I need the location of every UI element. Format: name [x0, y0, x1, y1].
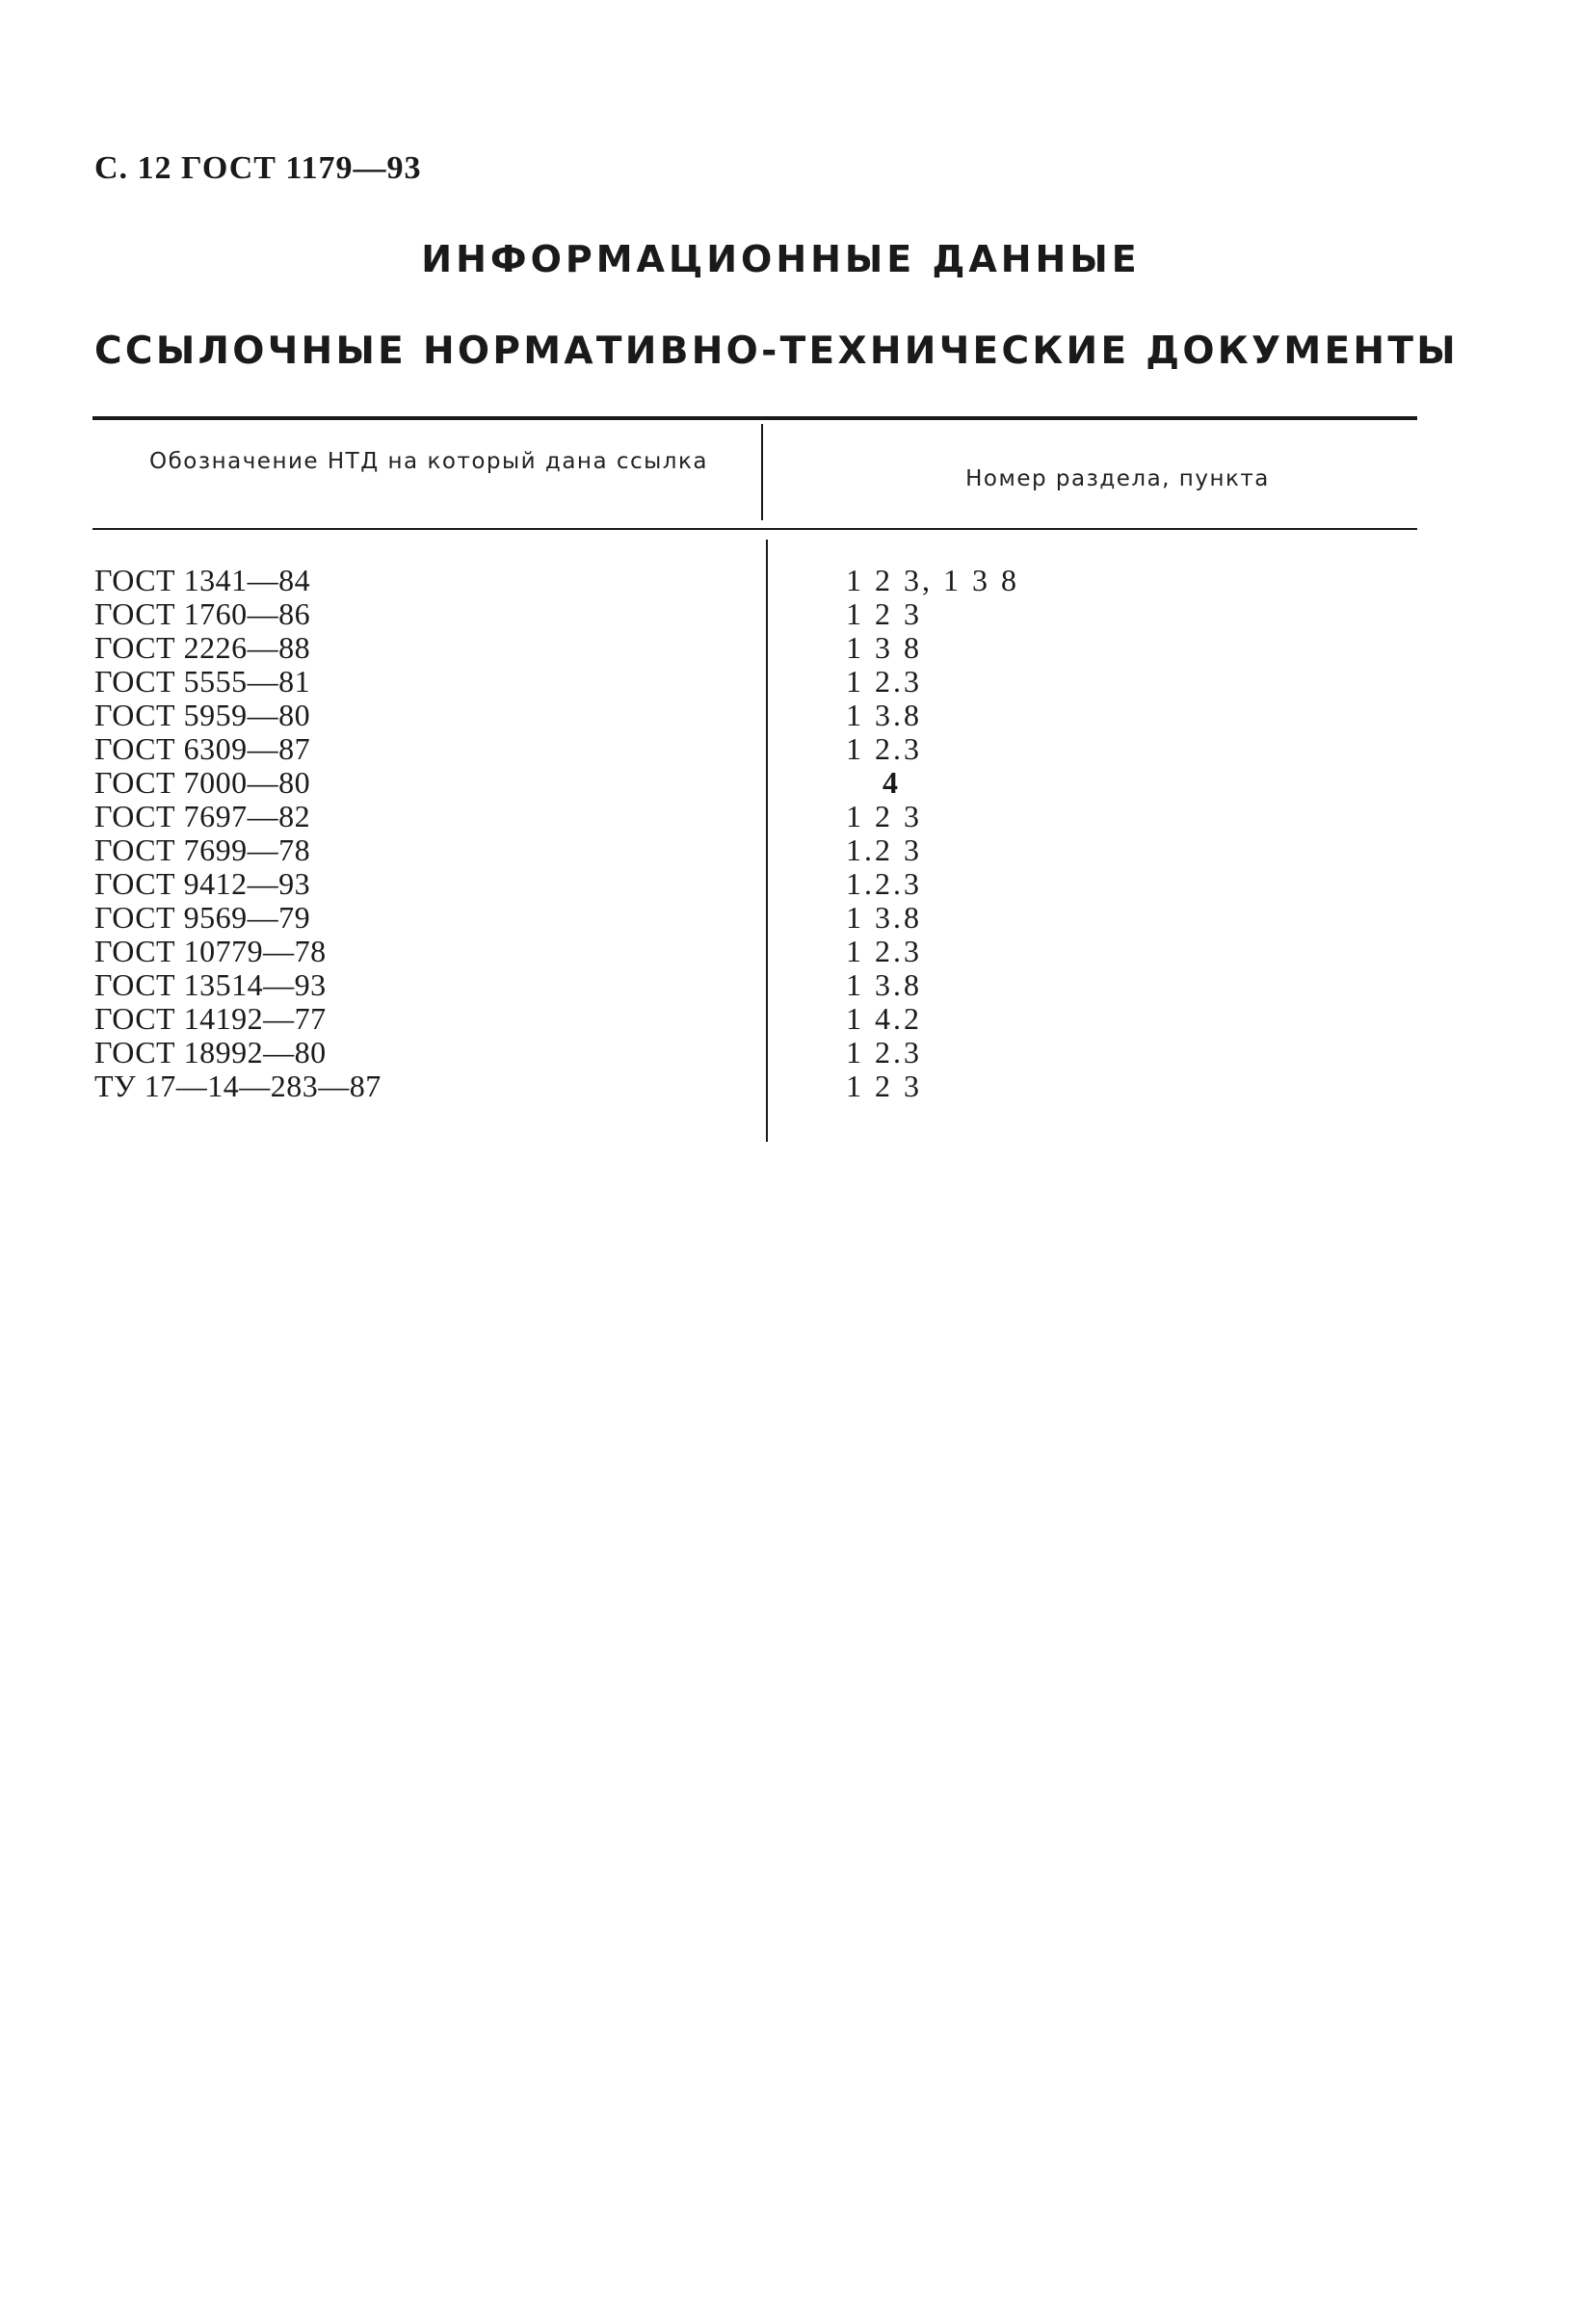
reference-document: ГОСТ 13514—93 [94, 967, 327, 1002]
table-top-rule [92, 416, 1417, 420]
reference-section: 1 2 3 [846, 596, 922, 631]
reference-document: ГОСТ 14192—77 [94, 1001, 327, 1036]
table-row [0, 800, 1581, 833]
table-row [0, 1002, 1581, 1036]
reference-document: ГОСТ 7697—82 [94, 799, 311, 833]
reference-section: 1 4.2 [846, 1001, 922, 1036]
reference-document: ГОСТ 5555—81 [94, 664, 311, 699]
reference-document: ГОСТ 18992—80 [94, 1035, 327, 1070]
table-row [0, 1036, 1581, 1070]
column-header-document: Обозначение НТД на который дана ссылка [148, 449, 708, 474]
table-header-divider [761, 424, 763, 520]
table-row [0, 935, 1581, 968]
reference-section: 1 2.3 [846, 731, 922, 766]
reference-section: 4 [883, 765, 901, 800]
reference-document: ТУ 17—14—283—87 [94, 1069, 382, 1103]
reference-document: ГОСТ 7000—80 [94, 765, 311, 800]
reference-section: 1 2 3 [846, 1069, 922, 1103]
table-row [0, 901, 1581, 935]
reference-document: ГОСТ 1760—86 [94, 596, 311, 631]
reference-section: 1 3 8 [846, 630, 922, 665]
reference-section: 1 2 3, 1 3 8 [846, 563, 1019, 597]
table-row [0, 631, 1581, 665]
reference-section: 1.2.3 [846, 866, 922, 901]
reference-document: ГОСТ 6309—87 [94, 731, 311, 766]
document-subtitle: ССЫЛОЧНЫЕ НОРМАТИВНО-ТЕХНИЧЕСКИЕ ДОКУМЕНТЫ [94, 330, 1459, 373]
reference-section: 1 2 3 [846, 799, 922, 833]
reference-document: ГОСТ 7699—78 [94, 832, 311, 867]
table-row [0, 968, 1581, 1002]
reference-section: 1 2.3 [846, 934, 922, 968]
reference-section: 1 3.8 [846, 698, 922, 732]
document-title: ИНФОРМАЦИОННЫЕ ДАННЫЕ [421, 238, 1141, 280]
table-row [0, 867, 1581, 901]
table-row [0, 1070, 1581, 1103]
reference-document: ГОСТ 2226—88 [94, 630, 311, 665]
reference-document: ГОСТ 1341—84 [94, 563, 311, 597]
table-row [0, 665, 1581, 699]
table-row [0, 597, 1581, 631]
reference-document: ГОСТ 9412—93 [94, 866, 311, 901]
reference-table-body [0, 564, 1581, 1103]
reference-document: ГОСТ 5959—80 [94, 698, 311, 732]
reference-section: 1 2.3 [846, 664, 922, 699]
table-row [0, 833, 1581, 867]
table-row [0, 732, 1581, 766]
reference-section: 1.2 3 [846, 832, 922, 867]
reference-section: 1 2.3 [846, 1035, 922, 1070]
page-header: С. 12 ГОСТ 1179—93 [94, 150, 422, 186]
table-header-rule [92, 528, 1417, 530]
reference-document: ГОСТ 10779—78 [94, 934, 327, 968]
table-row [0, 766, 1581, 800]
reference-section: 1 3.8 [846, 900, 922, 935]
table-row [0, 699, 1581, 732]
reference-document: ГОСТ 9569—79 [94, 900, 311, 935]
column-header-section: Номер раздела, пункта [965, 466, 1270, 491]
reference-section: 1 3.8 [846, 967, 922, 1002]
table-row [0, 564, 1581, 597]
